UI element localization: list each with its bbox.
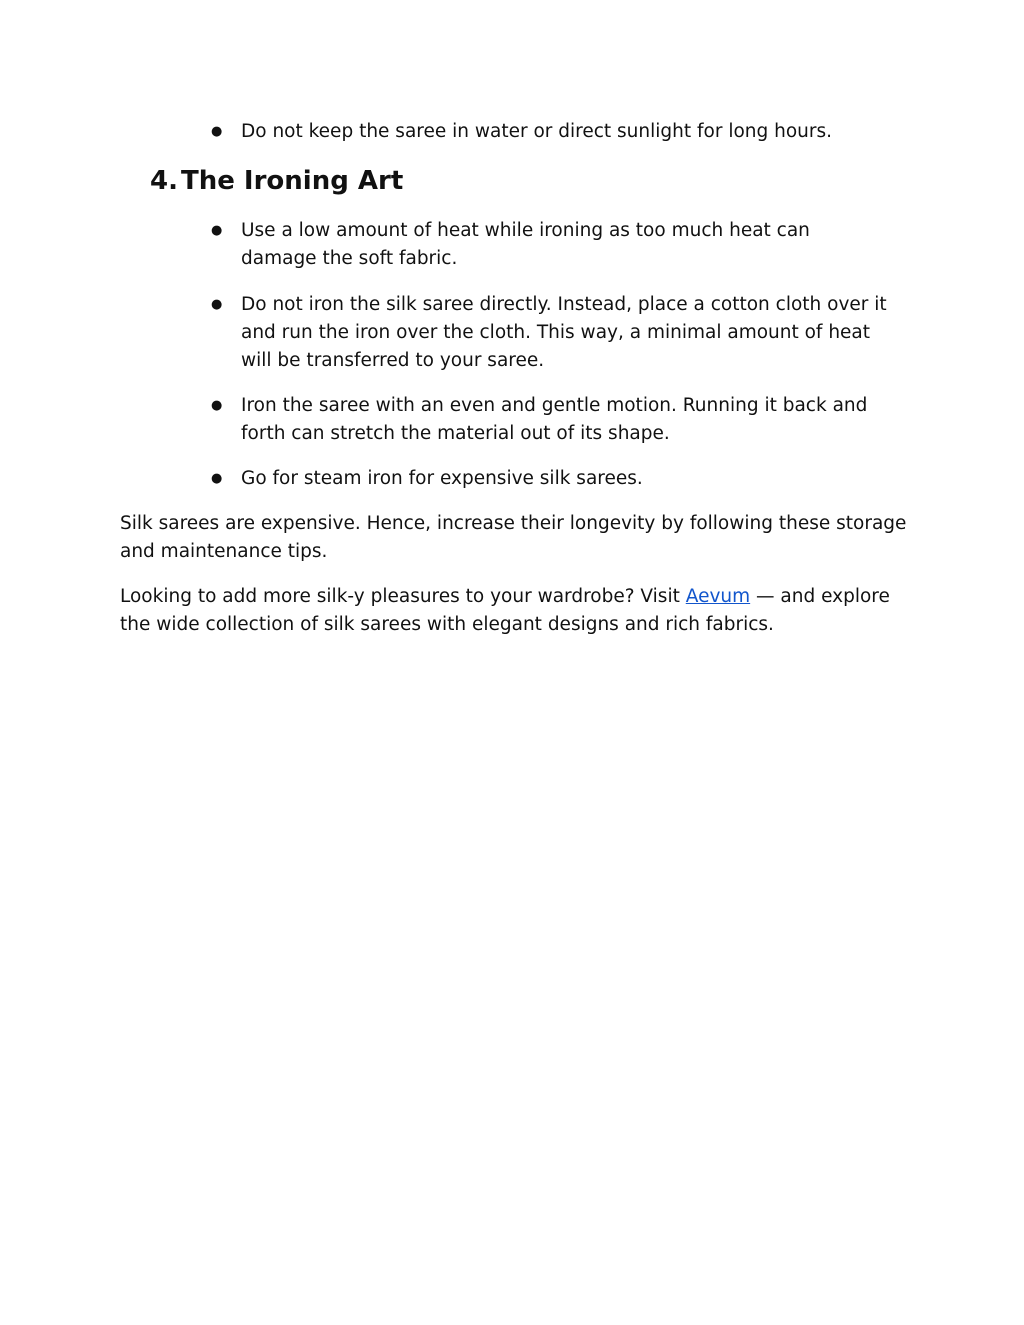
list-item-text: Use a low amount of heat while ironing as too much heat can damage the soft fabric. [241,220,810,269]
bullet-icon: ● [211,124,223,139]
bullet-icon: ● [211,223,223,238]
list-item [211,291,891,375]
list-item [211,217,891,273]
aevum-link[interactable]: Aevum [685,586,751,607]
list-item [211,465,891,493]
closing-paragraph: Silk sarees are expensive. Hence, increase their longevity by following these storage and maintenance tips. [120,513,907,562]
call-to-action-paragraph [120,583,910,639]
bullet-icon: ● [211,398,223,413]
list-item-text: Go for steam iron for expensive silk sarees. [241,468,643,489]
list-item-text: Iron the saree with an even and gentle motion. Running it back and forth can stretch the material out of its shape. [241,395,868,444]
list-item-text: Do not iron the silk saree directly. Instead, place a cotton cloth over it and run the iron over the cloth. This way, a minimal amount of heat will be transferred to your saree. [241,294,887,371]
bullet-icon: ● [211,297,223,312]
list-item-text: Do not keep the saree in water or direct sunlight for long hours. [241,121,833,142]
section-number: 4. [150,166,178,196]
section-title: The Ironing Art [181,166,404,196]
section-heading [150,162,403,200]
cta-text-before: Looking to add more silk-y pleasures to your wardrobe? Visit [120,586,686,607]
bullet-icon: ● [211,471,223,486]
list-item [211,392,891,448]
cta-text-after: — and explore the wide collection of silk sarees with elegant designs and rich fabrics. [120,586,890,635]
list-item [211,118,891,146]
